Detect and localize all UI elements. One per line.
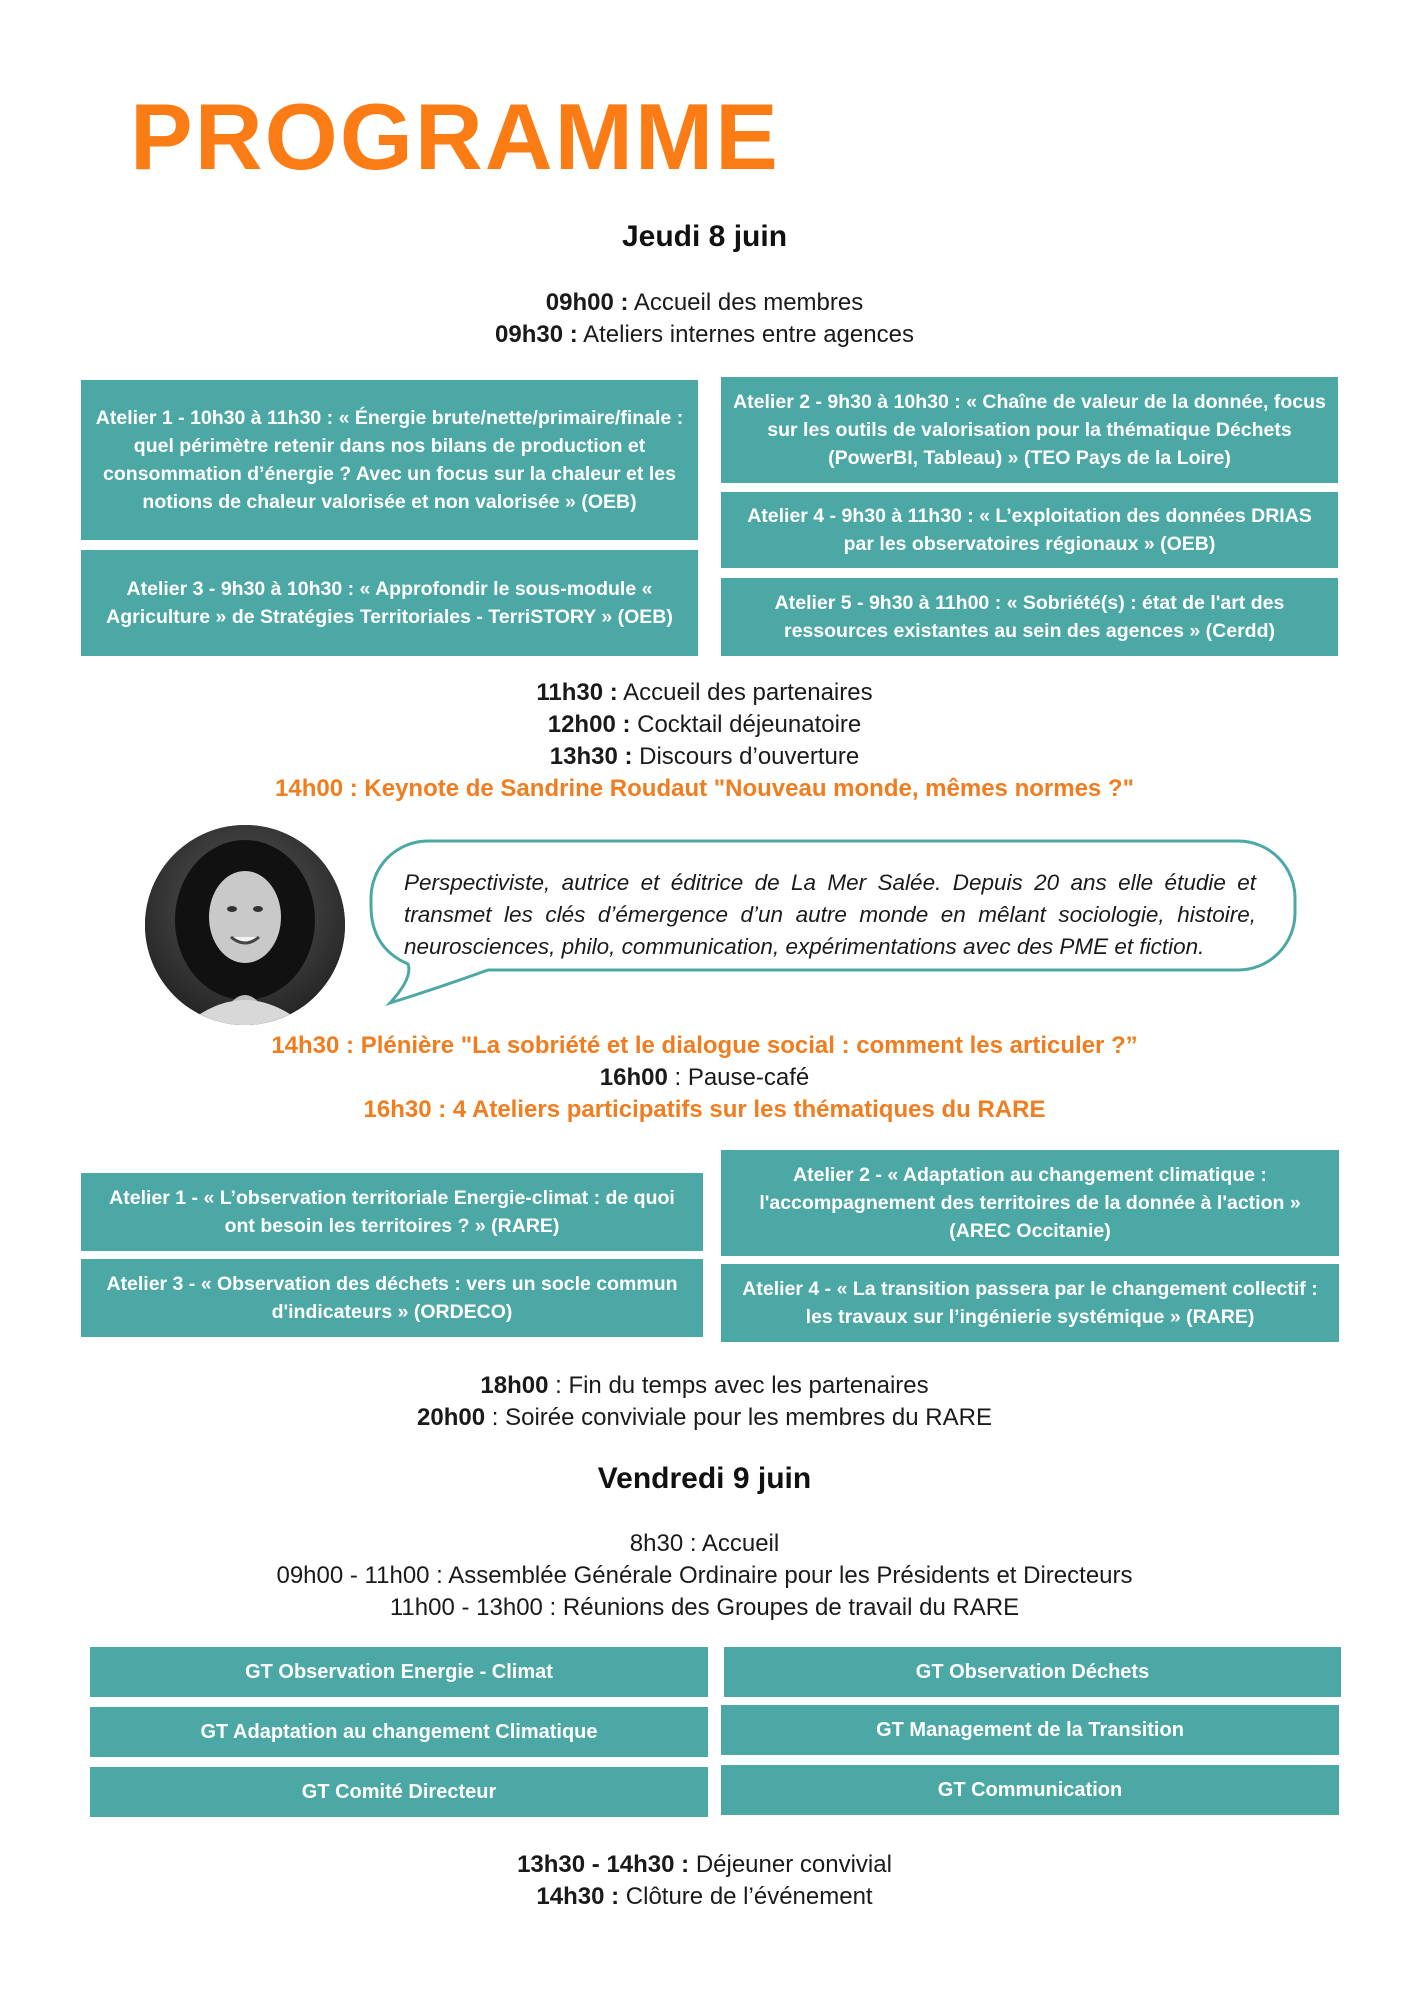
working-group-box: GT Comité Directeur bbox=[90, 1767, 708, 1817]
schedule-line: 11h30 : Accueil des partenaires bbox=[536, 679, 873, 706]
workshop-box: Atelier 2 - 9h30 à 10h30 : « Chaîne de valeur de la donnée, focus sur les outils de valorisation pour la thématique Déchets (PowerBI, Tableau) » (TEO Pays de la Loire) bbox=[721, 377, 1338, 483]
workshop-box: Atelier 4 - 9h30 à 11h30 : « L’exploitation des données DRIAS par les observatoires régionaux » (OEB) bbox=[721, 492, 1338, 568]
workshop-box: Atelier 3 - « Observation des déchets : vers un socle commun d'indicateurs » (ORDECO) bbox=[81, 1259, 703, 1337]
speaker-photo bbox=[145, 825, 345, 1025]
workshop-box: Atelier 1 - 10h30 à 11h30 : « Énergie brute/nette/primaire/finale : quel périmètre retenir dans nos bilans de production et consommation d’énergie ? Avec un focus sur la chaleur et les notions de chaleur valorisée et non valorisée » (OEB) bbox=[81, 380, 698, 540]
working-group-box: GT Adaptation au changement Climatique bbox=[90, 1707, 708, 1757]
workshop-box: Atelier 3 - 9h30 à 10h30 : « Approfondir le sous-module « Agriculture » de Stratégies Territoriales - TerriSTORY » (OEB) bbox=[81, 550, 698, 656]
working-group-box: GT Observation Déchets bbox=[724, 1647, 1341, 1697]
schedule-line: 14h30 : Clôture de l’événement bbox=[536, 1883, 873, 1910]
ateliers-participatifs-line: 16h30 : 4 Ateliers participatifs sur les thématiques du RARE bbox=[363, 1096, 1046, 1123]
schedule-line: 13h30 : Discours d’ouverture bbox=[549, 743, 860, 770]
page-title: PROGRAMME bbox=[130, 84, 780, 189]
day2-title: Vendredi 9 juin bbox=[597, 1462, 812, 1495]
working-group-box: GT Observation Energie - Climat bbox=[90, 1647, 708, 1697]
pleniere-line: 14h30 : Plénière "La sobriété et le dialogue social : comment les articuler ?” bbox=[271, 1032, 1138, 1059]
schedule-line: 20h00 : Soirée conviviale pour les membres du RARE bbox=[417, 1404, 992, 1431]
schedule-line: 09h00 : Accueil des membres bbox=[545, 289, 864, 316]
schedule-line: 11h00 - 13h00 : Réunions des Groupes de travail du RARE bbox=[389, 1594, 1020, 1621]
schedule-line: 16h00 : Pause-café bbox=[599, 1064, 810, 1091]
schedule-line: 12h00 : Cocktail déjeunatoire bbox=[547, 711, 862, 738]
working-group-box: GT Communication bbox=[721, 1765, 1339, 1815]
schedule-line: 09h30 : Ateliers internes entre agences bbox=[495, 321, 914, 348]
schedule-line: 8h30 : Accueil bbox=[629, 1530, 780, 1557]
workshop-box: Atelier 1 - « L’observation territoriale Energie-climat : de quoi ont besoin les territoires ? » (RARE) bbox=[81, 1173, 703, 1251]
workshop-box: Atelier 5 - 9h30 à 11h00 : « Sobriété(s) : état de l'art des ressources existantes au sein des agences » (Cerdd) bbox=[721, 578, 1338, 656]
working-group-box: GT Management de la Transition bbox=[721, 1705, 1339, 1755]
workshop-box: Atelier 4 - « La transition passera par le changement collectif : les travaux sur l’ingénierie systémique » (RARE) bbox=[721, 1264, 1339, 1342]
day1-title: Jeudi 8 juin bbox=[621, 220, 788, 253]
schedule-line: 09h00 - 11h00 : Assemblée Générale Ordinaire pour les Présidents et Directeurs bbox=[276, 1562, 1133, 1589]
speaker-bio: Perspectiviste, autrice et éditrice de La Mer Salée. Depuis 20 ans elle étudie et transmet les clés d’émergence d’un autre monde en mêlant sociologie, histoire, neurosciences, philo, communication, expérimentations avec des PME et fiction. bbox=[404, 870, 1256, 959]
schedule-line: 18h00 : Fin du temps avec les partenaires bbox=[480, 1372, 929, 1399]
keynote-line: 14h00 : Keynote de Sandrine Roudaut "Nouveau monde, mêmes normes ?" bbox=[275, 775, 1134, 802]
schedule-line: 13h30 - 14h30 : Déjeuner convivial bbox=[517, 1851, 892, 1878]
workshop-box: Atelier 2 - « Adaptation au changement climatique : l'accompagnement des territoires de la donnée à l'action » (AREC Occitanie) bbox=[721, 1150, 1339, 1256]
